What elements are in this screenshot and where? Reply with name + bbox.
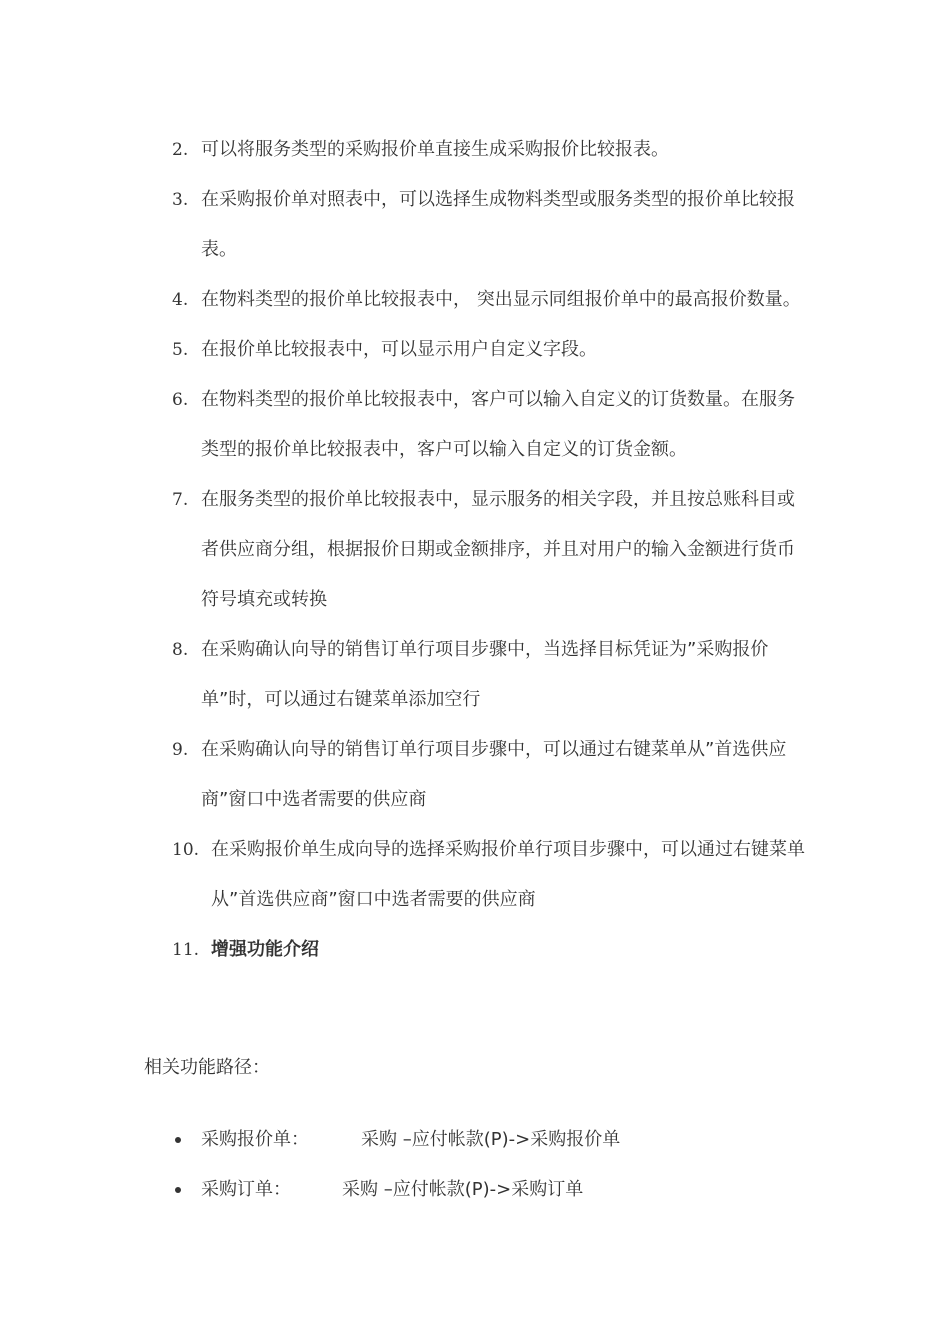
list-item-number: 4. bbox=[172, 290, 189, 310]
numbered-list bbox=[0, 125, 950, 975]
list-item-number: 2. bbox=[172, 140, 189, 160]
list-item bbox=[0, 825, 807, 925]
list-item bbox=[0, 125, 807, 175]
bullet-list bbox=[0, 1122, 950, 1222]
list-item-text: 在采购确认向导的销售订单行项目步骤中，当选择目标凭证为”采购报价单”时，可以通过右键菜单添加空行 bbox=[201, 639, 769, 710]
list-item bbox=[0, 625, 807, 725]
list-item-text: 在物料类型的报价单比较报表中， 突出显示同组报价单中的最高报价数量。 bbox=[201, 289, 801, 310]
list-item bbox=[0, 725, 807, 825]
list-item-number: 7. bbox=[172, 490, 189, 510]
list-item-number: 10. bbox=[172, 840, 200, 860]
list-item-text: 在采购报价单对照表中，可以选择生成物料类型或服务类型的报价单比较报表。 bbox=[201, 189, 795, 260]
list-item-text: 在服务类型的报价单比较报表中，显示服务的相关字段，并且按总账科目或者供应商分组，根据报价日期或金额排序，并且对用户的输入金额进行货币符号填充或转换 bbox=[201, 489, 795, 610]
list-item-number: 6. bbox=[172, 390, 189, 410]
list-item-text: 在采购报价单生成向导的选择采购报价单行项目步骤中，可以通过右键菜单从”首选供应商”窗口中选者需要的供应商 bbox=[211, 839, 805, 910]
list-item-text: 增强功能介绍 bbox=[211, 939, 319, 960]
list-item-number: 9. bbox=[172, 740, 189, 760]
path-section-title: 相关功能路径： bbox=[144, 1057, 270, 1078]
list-item bbox=[0, 175, 807, 275]
bullet-path: 采购 –应付帐款(P)->采购报价单 bbox=[361, 1129, 621, 1150]
list-item-text: 在物料类型的报价单比较报表中，客户可以输入自定义的订货数量。在服务类型的报价单比较报表中，客户可以输入自定义的订货金额。 bbox=[201, 389, 795, 460]
list-item bbox=[0, 375, 807, 475]
list-item-text: 在报价单比较报表中，可以显示用户自定义字段。 bbox=[201, 339, 597, 360]
list-item-text: 在采购确认向导的销售订单行项目步骤中，可以通过右键菜单从”首选供应商”窗口中选者需要的供应商 bbox=[201, 739, 787, 810]
list-item bbox=[0, 325, 807, 375]
list-item bbox=[0, 925, 807, 975]
list-item bbox=[0, 475, 807, 625]
list-item-number: 3. bbox=[172, 190, 189, 210]
list-item-number: 11. bbox=[172, 940, 200, 960]
list-item bbox=[0, 275, 807, 325]
bullet-label: 采购订单： bbox=[201, 1179, 291, 1200]
bullet-item bbox=[0, 1172, 950, 1222]
bullet-label: 采购报价单： bbox=[201, 1129, 309, 1150]
bullet-dot-icon bbox=[175, 1137, 181, 1143]
bullet-dot-icon bbox=[175, 1187, 181, 1193]
list-item-number: 5. bbox=[172, 340, 189, 360]
bullet-item bbox=[0, 1122, 950, 1172]
list-item-number: 8. bbox=[172, 640, 189, 660]
list-item-text: 可以将服务类型的采购报价单直接生成采购报价比较报表。 bbox=[201, 139, 669, 160]
bullet-path: 采购 –应付帐款(P)->采购订单 bbox=[342, 1179, 584, 1200]
